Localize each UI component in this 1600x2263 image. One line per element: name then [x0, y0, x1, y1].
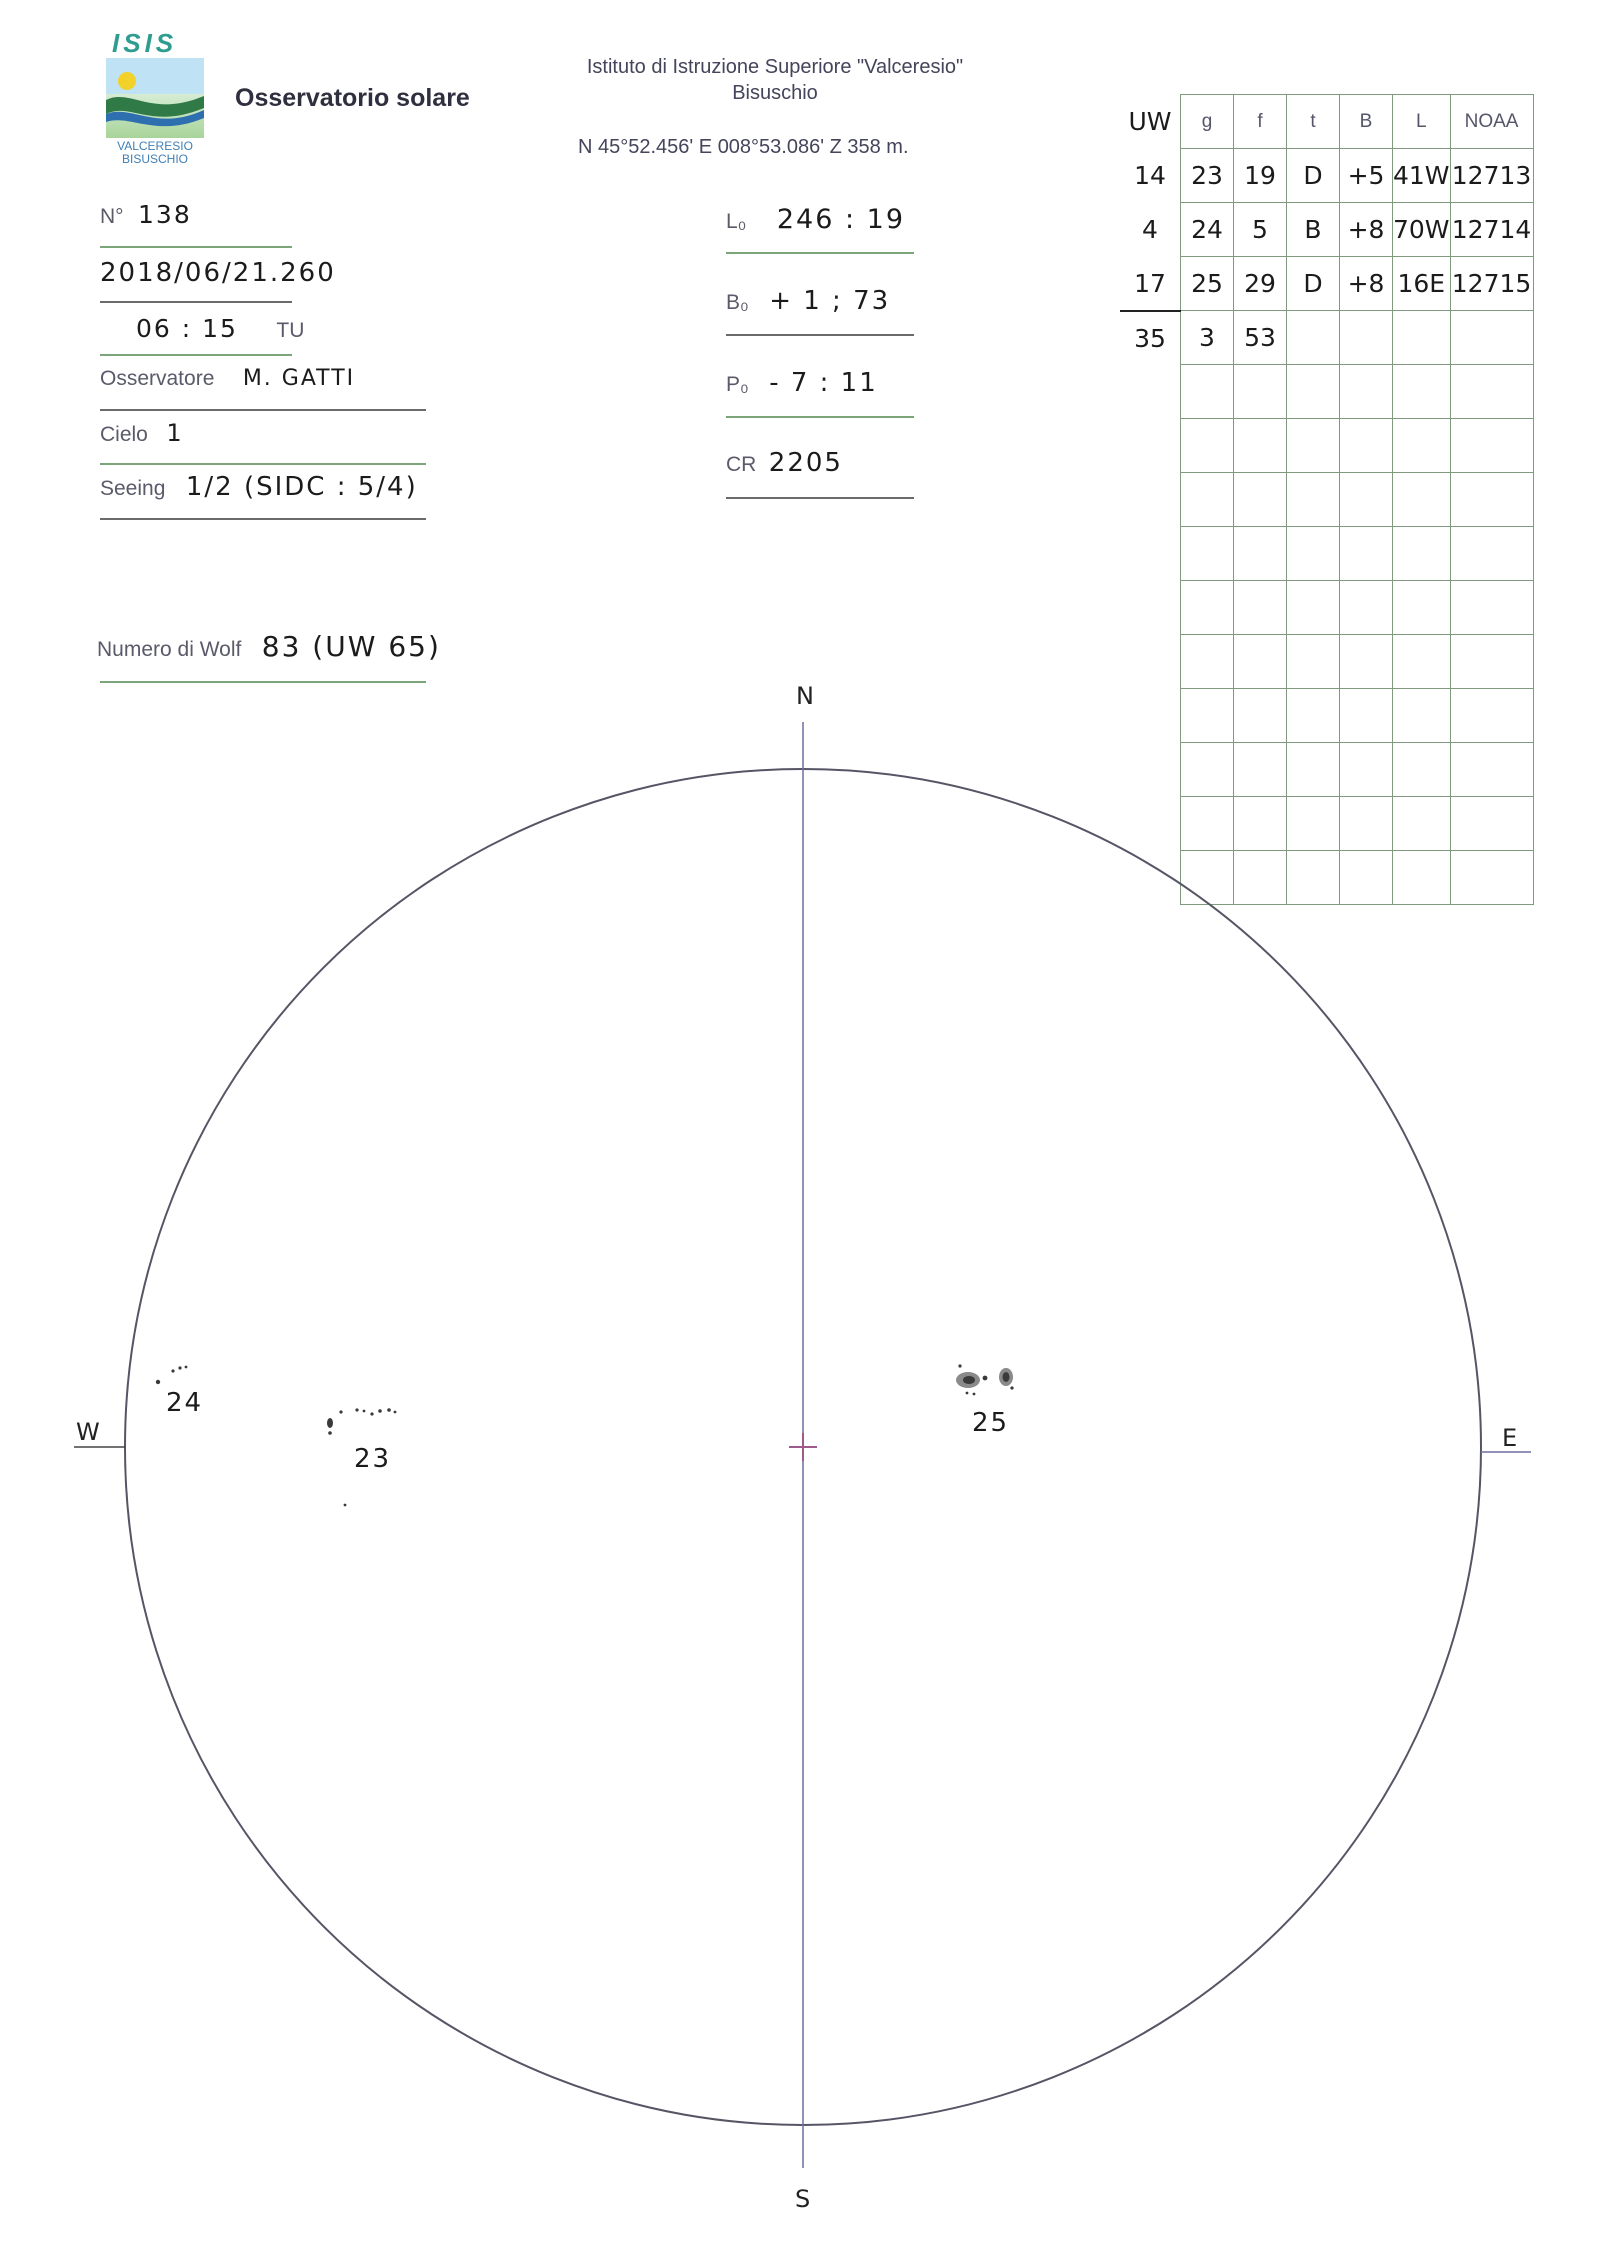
- table-cell: 14: [1134, 161, 1166, 190]
- table-cell: t: [1287, 95, 1340, 149]
- observatory-title: Osservatorio solare: [235, 84, 470, 112]
- table-cell: NOAA: [1450, 95, 1533, 149]
- table-cell: UW: [1128, 107, 1172, 136]
- group-label-25: 25: [972, 1408, 1010, 1438]
- b0-value: + 1 ; 73: [769, 286, 891, 316]
- table-cell: 3: [1181, 311, 1234, 365]
- sunspot-group-24: [156, 1366, 188, 1385]
- cr-label: CR: [726, 453, 757, 476]
- table-cell: B: [1287, 203, 1340, 257]
- table-cell: 35: [1120, 311, 1181, 365]
- sky-value: 1: [166, 419, 184, 447]
- sunspot-group-25: [956, 1364, 1014, 1395]
- observer-label: Osservatore: [100, 367, 215, 390]
- table-cell: D: [1287, 149, 1340, 203]
- seeing-value: 1/2 (SIDC : 5/4): [185, 472, 418, 502]
- table-cell: +8: [1340, 203, 1393, 257]
- table-cell: 12715: [1450, 257, 1533, 311]
- time-zone: TU: [276, 319, 305, 342]
- observer-value: M. GATTI: [242, 366, 356, 391]
- table-cell: L: [1393, 95, 1451, 149]
- cr-value: 2205: [768, 448, 843, 478]
- table-cell: 12714: [1450, 203, 1533, 257]
- logo-text: ISIS: [112, 28, 178, 58]
- south-label: S: [795, 2185, 811, 2213]
- west-label: W: [76, 1418, 100, 1446]
- wolf-label: Numero di Wolf: [97, 638, 242, 661]
- table-cell: +5: [1340, 149, 1393, 203]
- table-cell: g: [1181, 95, 1234, 149]
- east-label: E: [1502, 1424, 1518, 1452]
- number-value: 138: [138, 200, 192, 229]
- table-cell: 41W: [1393, 149, 1451, 203]
- sky-label: Cielo: [100, 423, 148, 446]
- table-cell: 17: [1134, 268, 1166, 298]
- p0-value: - 7 : 11: [769, 368, 878, 398]
- institute-line-2: Bisuschio: [732, 82, 818, 104]
- table-cell: +8: [1340, 257, 1393, 311]
- number-label: N°: [100, 205, 124, 228]
- table-cell: D: [1287, 257, 1340, 311]
- table-cell: 4: [1142, 215, 1158, 244]
- table-cell: B: [1340, 95, 1393, 149]
- group-label-24: 24: [166, 1388, 204, 1418]
- date-value: 2018/06/21.260: [100, 258, 336, 288]
- table-cell: 23: [1181, 149, 1234, 203]
- table-cell: 70W: [1393, 203, 1451, 257]
- time-value: 06 : 15: [136, 314, 238, 343]
- north-label: N: [796, 682, 814, 710]
- seeing-label: Seeing: [100, 477, 166, 500]
- l0-label: L₀: [726, 210, 747, 233]
- table-cell: 16E: [1393, 257, 1451, 311]
- table-cell: 12713: [1450, 149, 1533, 203]
- b0-label: B₀: [726, 291, 749, 314]
- logo-caption-2: BISUSCHIO: [121, 152, 188, 166]
- wolf-value: 83 (UW 65): [261, 630, 441, 663]
- l0-value: 246 : 19: [776, 204, 906, 235]
- institute-line-1: Istituto di Istruzione Superiore "Valceresio": [586, 56, 964, 78]
- group-label-23: 23: [354, 1444, 392, 1474]
- table-cell: 29: [1234, 257, 1287, 311]
- site-coordinates: N 45°52.456' E 008°53.086' Z 358 m.: [578, 136, 909, 158]
- table-cell: 53: [1234, 311, 1287, 365]
- table-cell: 25: [1181, 257, 1234, 311]
- table-cell: 5: [1234, 203, 1287, 257]
- logo-caption-1: VALCERESIO: [117, 139, 193, 153]
- table-cell: 19: [1234, 149, 1287, 203]
- table-cell: f: [1234, 95, 1287, 149]
- table-cell: 24: [1181, 203, 1234, 257]
- p0-label: P₀: [726, 373, 749, 396]
